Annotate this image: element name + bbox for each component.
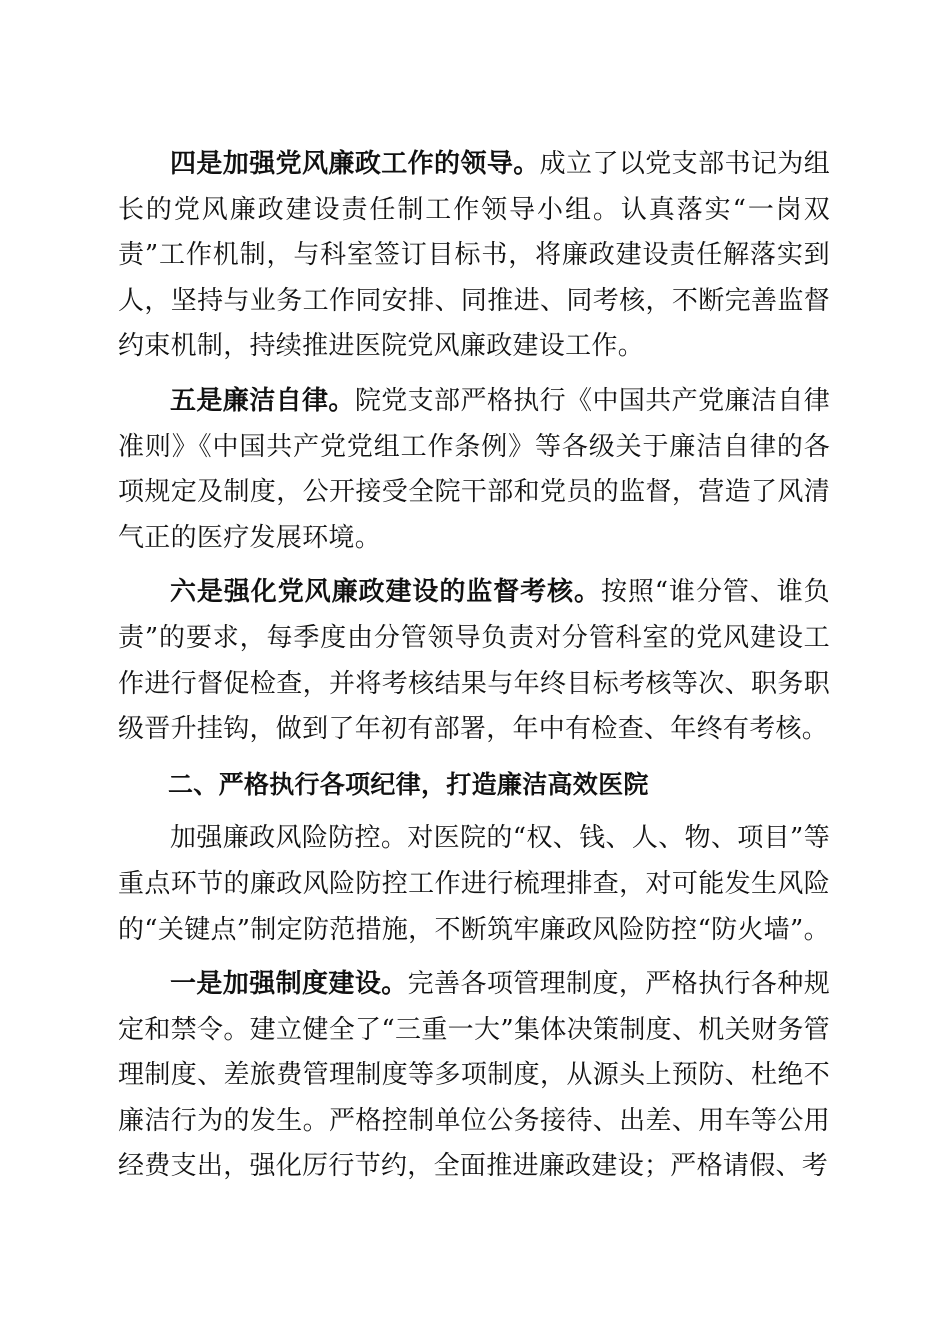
paragraph-lead: 一是加强制度建设。	[170, 969, 408, 1000]
document-page	[118, 142, 830, 1199]
paragraph-leadership	[118, 142, 830, 370]
section-heading: 二、严格执行各项纪律，打造廉洁高效医院	[168, 769, 649, 799]
paragraph-supervision	[118, 570, 830, 752]
paragraph-lead: 五是廉洁自律。	[170, 385, 355, 416]
paragraph-body: 按照“谁分管、谁负责”的要求，每季度由分管领导负责对分管科室的党风建设工作进行督促检查，并将考核结果与年终目标考核等次、职务职级晋升挂钩，做到了年初有部署，年中有检查、年终有考核。	[118, 577, 830, 745]
paragraph-risk-control: 加强廉政风险防控。对医院的“权、钱、人、物、项目”等重点环节的廉政风险防控工作进行梳理排查，对可能发生风险的“关键点”制定防范措施，不断筑牢廉政风险防控“防火墙”。	[118, 823, 830, 945]
paragraph-lead: 六是强化党风廉政建设的监督考核。	[170, 577, 601, 608]
paragraph-lead: 四是加强党风廉政工作的领导。	[170, 149, 540, 179]
paragraph-self-discipline	[118, 379, 830, 561]
paragraph-body: 完善各项管理制度，严格执行各种规定和禁令。建立健全了“三重一大”集体决策制度、机关财务管理制度、差旅费管理制度等多项制度，从源头上预防、杜绝不廉洁行为的发生。严格控制单位公务接待、出差、用车等公用经费支出，强化厉行节约，全面推进廉政建设；严格请假、考	[118, 969, 830, 1182]
paragraph-body: 院党支部严格执行《中国共产党廉洁自律准则》《中国共产党党组工作条例》等各级关于廉洁自律的各项规定及制度，公开接受全院干部和党员的监督，营造了风清气正的医疗发展环境。	[118, 385, 830, 553]
paragraph-system-building	[118, 962, 830, 1190]
paragraph-body: 成立了以党支部书记为组长的党风廉政建设责任制工作领导小组。认真落实“一岗双责”工作机制，与科室签订目标书，将廉政建设责任解落实到人，坚持与业务工作同安排、同推进、同考核，不断完善监督约束机制，持续推进医院党风廉政建设工作。	[118, 149, 830, 362]
